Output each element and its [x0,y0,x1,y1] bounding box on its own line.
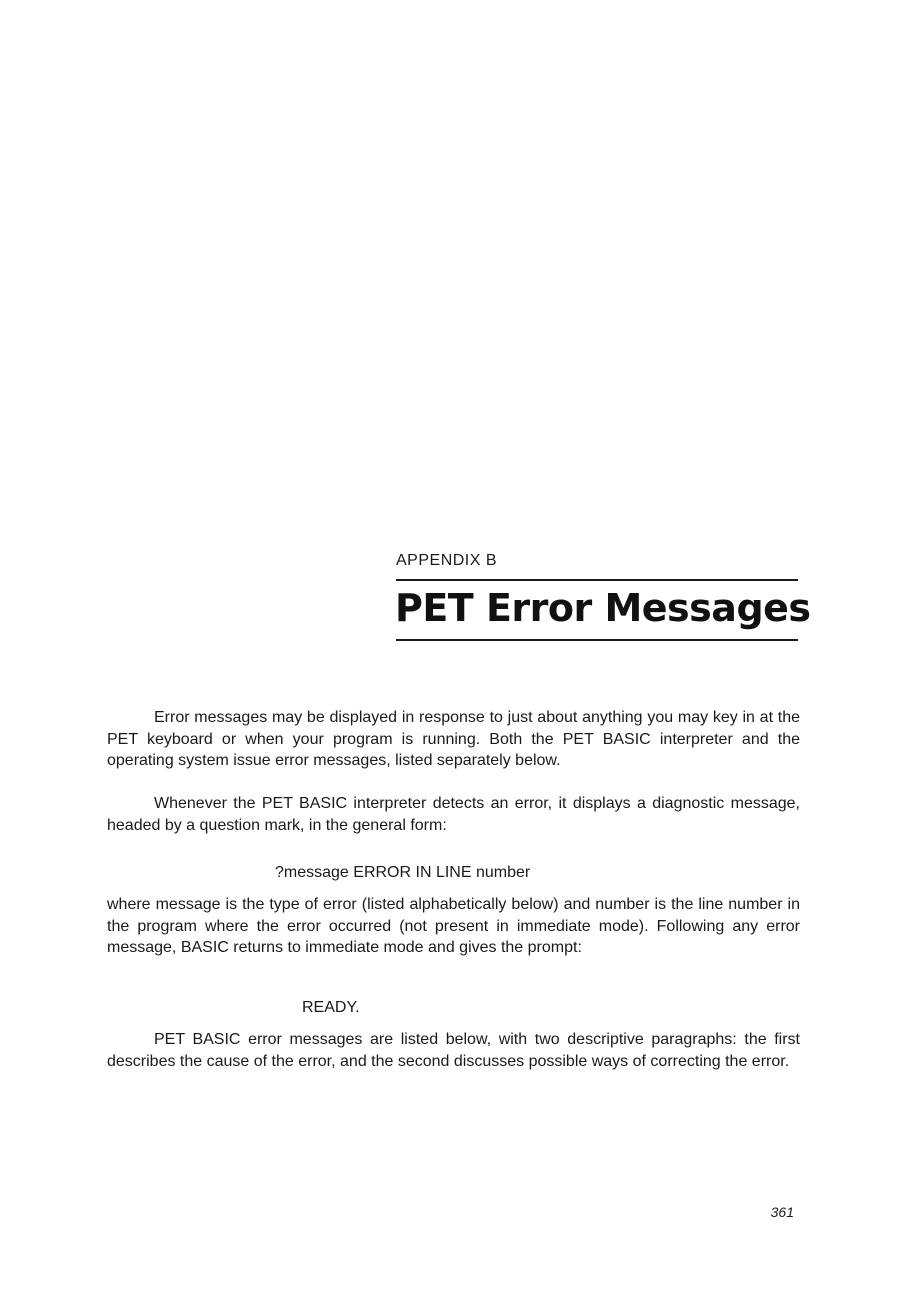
intro-paragraph: Error messages may be displayed in response to just about anything you may key in at the PET keyboard or when your program is running. Both the PET BASIC interpreter and the operating system issue error messages, listed separately below. [107,709,800,769]
appendix-label: APPENDIX B [396,552,498,569]
chapter-title: PET Error Messages [395,586,811,630]
title-top-rule [396,579,798,581]
ready-prompt-line: READY. [302,999,360,1016]
explanation-paragraph: where message is the type of error (listed alphabetically below) and number is the line number in the program where the error occurred (not present in immediate mode). Following any error message, BASIC returns to immediate mode and gives the prompt: [107,896,800,956]
error-format-line: ?message ERROR IN LINE number [275,864,531,881]
page-number: 361 [770,1204,794,1220]
title-bottom-rule [396,639,798,641]
diagnostic-paragraph: Whenever the PET BASIC interpreter detects an error, it displays a diagnostic message, headed by a question mark, in the general form: [107,795,800,834]
listing-paragraph: PET BASIC error messages are listed below, with two descriptive paragraphs: the first describes the cause of the error, and the second discusses possible ways of correcting the error. [107,1031,800,1070]
